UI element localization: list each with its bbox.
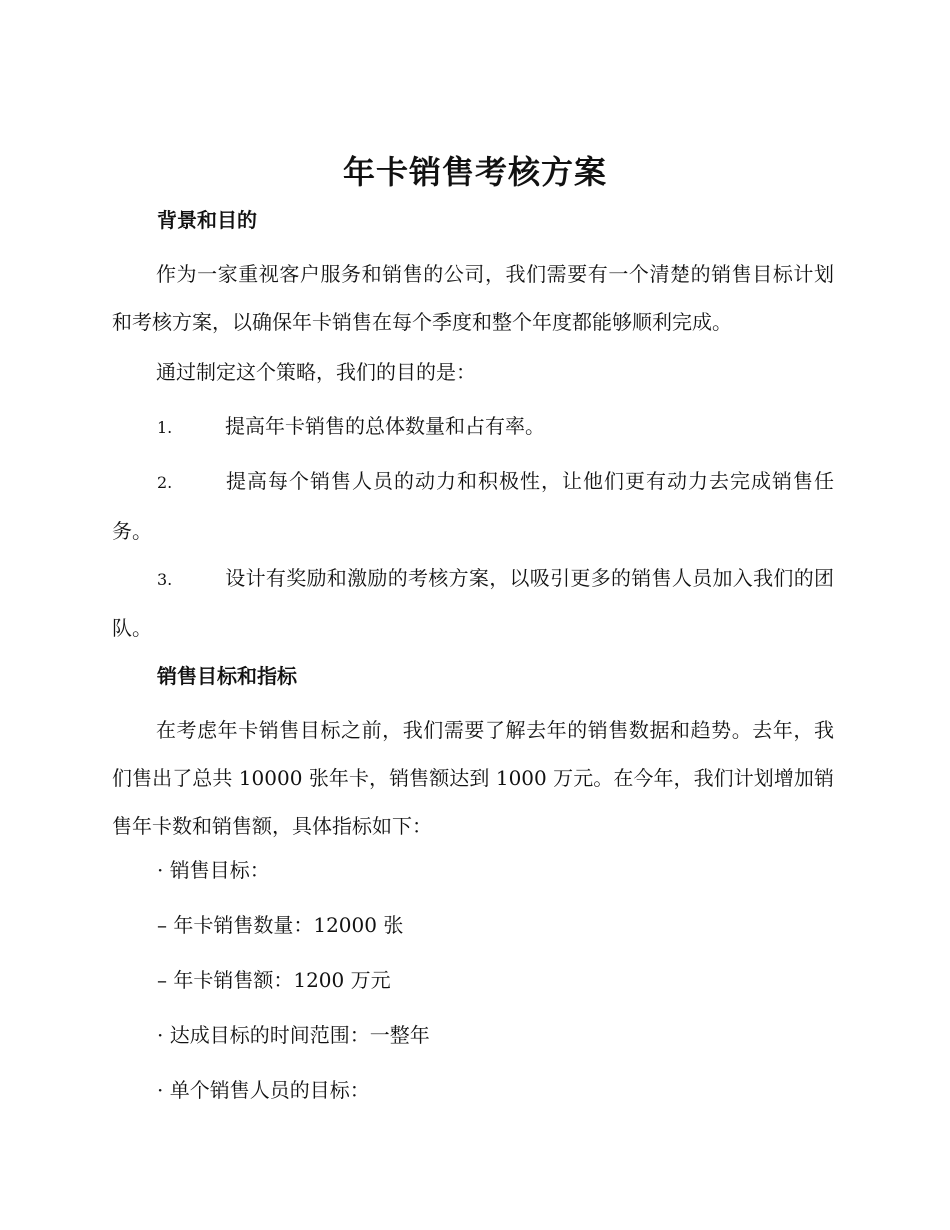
list-text: 提高每个销售人员的动力和积极性，让他们更有动力去完成销售任务。	[112, 469, 834, 543]
list-text: 设计有奖励和激励的考核方案，以吸引更多的销售人员加入我们的团队。	[112, 566, 834, 640]
bullet-time-range: · 达成目标的时间范围：一整年	[157, 1023, 430, 1047]
list-item-2	[112, 457, 834, 555]
list-item-1	[112, 402, 834, 452]
list-number: 3.	[157, 570, 173, 589]
sub-item-card-revenue: – 年卡销售额：1200 万元	[157, 968, 391, 992]
list-text: 提高年卡销售的总体数量和占有率。	[225, 414, 545, 438]
list-number: 2.	[157, 473, 173, 492]
list-item-3	[112, 554, 834, 652]
paragraph-purpose: 通过制定这个策略，我们的目的是：	[156, 360, 476, 384]
paragraph-sales-data: 在考虑年卡销售目标之前，我们需要了解去年的销售数据和趋势。去年，我们售出了总共 10000 张年卡，销售额达到 1000 万元。在今年，我们计划增加销售年卡数和销售额，具体指标如下：	[112, 718, 834, 838]
paragraph-intro: 作为一家重视客户服务和销售的公司，我们需要有一个清楚的销售目标计划和考核方案，以确保年卡销售在每个季度和整个年度都能够顺利完成。	[112, 262, 834, 334]
list-number: 1.	[157, 418, 173, 437]
document-title: 年卡销售考核方案	[342, 153, 607, 191]
bullet-individual-target: · 单个销售人员的目标：	[157, 1078, 370, 1102]
section-heading-targets: 销售目标和指标	[157, 664, 297, 688]
bullet-sales-target: · 销售目标：	[157, 858, 270, 882]
sub-item-card-quantity: – 年卡销售数量：12000 张	[157, 913, 404, 937]
section-heading-background: 背景和目的	[157, 208, 257, 232]
